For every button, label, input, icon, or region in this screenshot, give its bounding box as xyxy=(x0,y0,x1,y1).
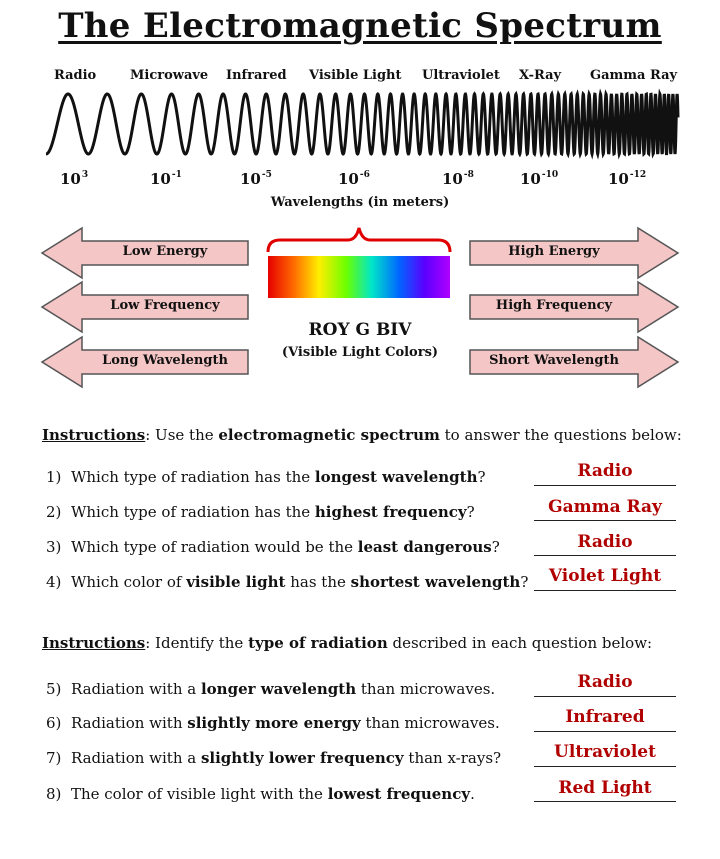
question-text: Radiation with a xyxy=(70,749,201,767)
question-number: 6) xyxy=(46,714,62,732)
wavelength-label xyxy=(240,170,272,188)
question-number: 1) xyxy=(46,468,62,486)
band-label-radio: Radio xyxy=(54,68,97,83)
answer-line xyxy=(534,801,676,802)
wavelength-caption: Wavelengths (in meters) xyxy=(270,195,450,210)
question-text: . xyxy=(470,785,475,803)
answer-3: Radio xyxy=(577,532,633,552)
instructions-2 xyxy=(42,634,652,652)
answer-line xyxy=(534,590,676,591)
wavelength-exponent: -12 xyxy=(629,170,647,180)
high-energy-label: High Energy xyxy=(508,244,600,259)
question-text: than microwaves. xyxy=(356,680,496,698)
wavelength-label xyxy=(150,170,182,188)
question-6 xyxy=(46,714,500,732)
wavelength-base: 10 xyxy=(150,170,171,188)
wavelength-label xyxy=(520,170,558,188)
wavelength-exponent: -10 xyxy=(541,170,559,180)
question-keyword: longest wavelength xyxy=(314,468,478,486)
question-keyword: visible light xyxy=(186,573,286,591)
question-4 xyxy=(46,573,528,591)
question-number: 8) xyxy=(46,785,62,803)
band-label-gamma-ray: Gamma Ray xyxy=(590,68,678,83)
spectrum-wave xyxy=(42,88,682,160)
band-label-microwave: Microwave xyxy=(130,68,209,83)
wavelength-base: 10 xyxy=(60,170,81,188)
roy-g-biv-title: ROY G BIV xyxy=(308,320,412,340)
question-7 xyxy=(46,749,501,767)
visible-colors-subtitle: (Visible Light Colors) xyxy=(281,345,439,360)
wavelength-exponent: -6 xyxy=(359,170,370,180)
instructions-bold: type of radiation xyxy=(248,634,388,652)
answer-line xyxy=(534,555,676,556)
answer-1: Radio xyxy=(577,461,633,481)
instructions-text: described in each question below: xyxy=(387,634,653,652)
instructions-label: Instructions xyxy=(42,634,146,652)
question-keyword: lowest frequency xyxy=(327,785,471,803)
question-number: 3) xyxy=(46,538,62,556)
answer-4: Violet Light xyxy=(548,566,662,586)
visible-spectrum-bar xyxy=(268,256,450,298)
question-text: Which type of radiation has the xyxy=(70,468,315,486)
question-text: than x-rays? xyxy=(403,749,502,767)
question-text: The color of visible light with the xyxy=(70,785,328,803)
band-label-visible-light: Visible Light xyxy=(309,68,402,83)
instructions-bold: electromagnetic spectrum xyxy=(218,426,440,444)
long-wavelength-label: Long Wavelength xyxy=(102,353,228,368)
answer-line xyxy=(534,485,676,486)
instructions-label: Instructions xyxy=(42,426,146,444)
low-frequency-label: Low Frequency xyxy=(110,298,220,313)
answer-2: Gamma Ray xyxy=(548,497,662,517)
wavelength-exponent: 3 xyxy=(81,170,89,180)
wavelength-base: 10 xyxy=(520,170,541,188)
question-2 xyxy=(46,503,475,521)
wavelength-exponent: -8 xyxy=(463,170,474,180)
page-title: The Electromagnetic Spectrum xyxy=(58,6,662,46)
question-text: ? xyxy=(466,503,475,521)
question-keyword: least dangerous xyxy=(357,538,492,556)
instructions-text: : Use the xyxy=(145,426,219,444)
question-text: Which color of xyxy=(70,573,187,591)
question-text: ? xyxy=(520,573,529,591)
question-text: Which type of radiation has the xyxy=(70,503,315,521)
question-text: Radiation with a xyxy=(70,680,201,698)
wavelength-label xyxy=(442,170,474,188)
wavelength-base: 10 xyxy=(442,170,463,188)
band-label-infrared: Infrared xyxy=(226,68,287,83)
answer-7: Ultraviolet xyxy=(554,742,656,762)
question-keyword: highest frequency xyxy=(314,503,467,521)
answer-5: Radio xyxy=(577,672,633,692)
question-text: Radiation with xyxy=(70,714,188,732)
question-3 xyxy=(46,538,500,556)
question-keyword: slightly lower frequency xyxy=(200,749,404,767)
question-text: ? xyxy=(477,468,486,486)
wavelength-label xyxy=(338,170,370,188)
question-text: ? xyxy=(491,538,500,556)
band-label-x-ray: X-Ray xyxy=(519,68,562,83)
band-label-ultraviolet: Ultraviolet xyxy=(422,68,500,83)
answer-line xyxy=(534,766,676,767)
visible-light-brace xyxy=(268,228,450,252)
high-frequency-label: High Frequency xyxy=(495,298,613,313)
question-1 xyxy=(46,468,486,486)
wavelength-base: 10 xyxy=(608,170,629,188)
question-text: has the xyxy=(285,573,351,591)
answer-line xyxy=(534,696,676,697)
question-number: 7) xyxy=(46,749,62,767)
question-text: than microwaves. xyxy=(360,714,500,732)
question-keyword: longer wavelength xyxy=(200,680,357,698)
question-8 xyxy=(46,785,475,803)
instructions-text: to answer the questions below: xyxy=(439,426,682,444)
wave-path xyxy=(46,94,678,154)
wavelength-base: 10 xyxy=(240,170,261,188)
answer-8: Red Light xyxy=(558,778,652,798)
short-wavelength-label: Short Wavelength xyxy=(489,353,619,368)
wavelength-base: 10 xyxy=(338,170,359,188)
question-5 xyxy=(46,680,495,698)
answer-line xyxy=(534,731,676,732)
instructions-text: : Identify the xyxy=(145,634,249,652)
wavelength-exponent: -5 xyxy=(261,170,272,180)
question-number: 5) xyxy=(46,680,62,698)
question-number: 4) xyxy=(46,573,62,591)
question-keyword: slightly more energy xyxy=(187,714,361,732)
answer-6: Infrared xyxy=(565,707,645,727)
wavelength-label xyxy=(608,170,646,188)
wavelength-exponent: -1 xyxy=(171,170,182,180)
answer-line xyxy=(534,520,676,521)
low-energy-label: Low Energy xyxy=(122,244,208,259)
wavelength-label xyxy=(60,170,88,188)
question-text: Which type of radiation would be the xyxy=(70,538,358,556)
question-keyword: shortest wavelength xyxy=(350,573,521,591)
question-number: 2) xyxy=(46,503,62,521)
instructions-1 xyxy=(42,426,682,444)
